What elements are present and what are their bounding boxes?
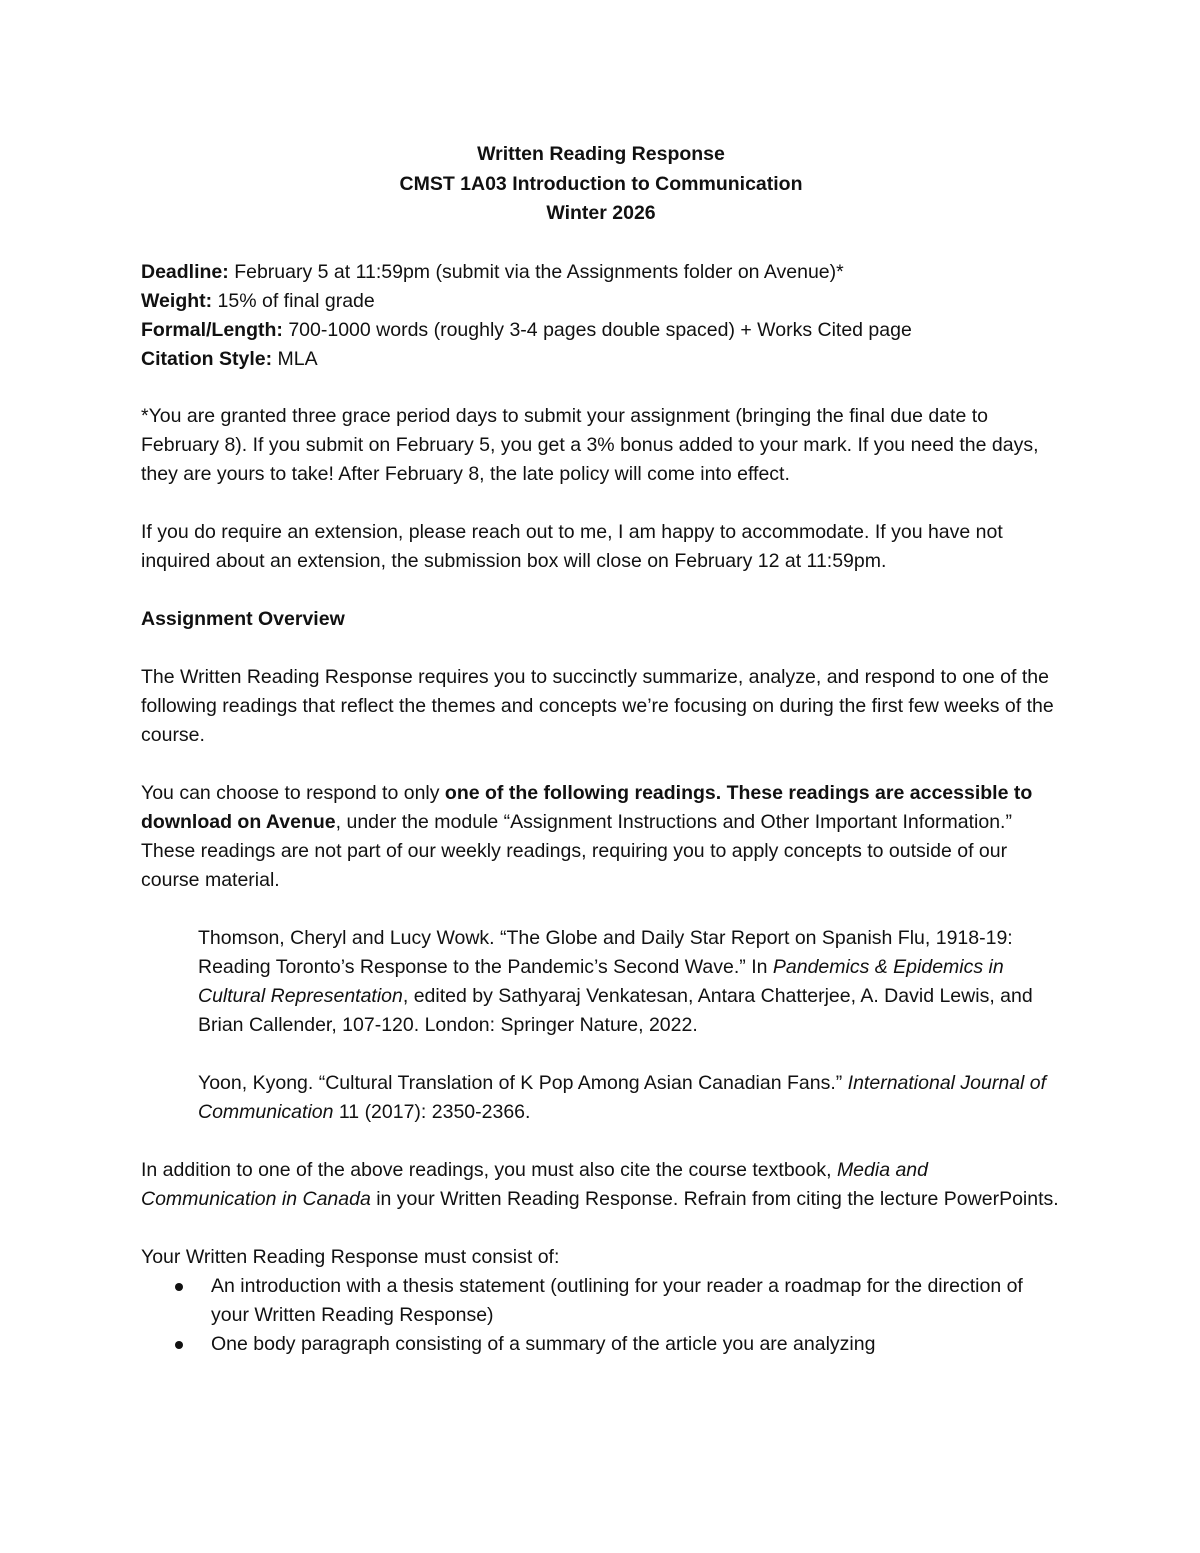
- deadline-value: February 5 at 11:59pm (submit via the Assignments folder on Avenue)*: [228, 260, 844, 283]
- deadline-label: Deadline:: [141, 260, 229, 283]
- weight-line: [141, 287, 1061, 316]
- citation-style-label: Citation Style:: [141, 347, 273, 370]
- reading-choice-end: , under the module “Assignment Instructions and Other Important Information.” These readings are not part of our weekly readings, requiring you to apply concepts to outside of our course material.: [141, 810, 1012, 891]
- citation-journal-title: International Journal of Communication: [198, 1071, 1047, 1123]
- length-line: [141, 316, 1061, 345]
- bullet-icon: [175, 1341, 183, 1349]
- extension-paragraph: If you do require an extension, please reach out to me, I am happy to accommodate. If you have not inquired about an extension, the submission box will close on February 12 at 11:59pm.: [141, 520, 1003, 572]
- citation-book-title: Pandemics & Epidemics in Cultural Representation: [198, 955, 1004, 1007]
- requirements-intro: Your Written Reading Response must consist of:: [141, 1245, 560, 1268]
- list-item-text: An introduction with a thesis statement (outlining for your reader a roadmap for the direction of your Written Reading Response): [211, 1274, 1023, 1326]
- citation-text: 11 (2017): 2350-2366.: [333, 1100, 531, 1123]
- document-title: Written Reading Response: [477, 143, 725, 165]
- reading-choice-start: You can choose to respond to only: [141, 781, 445, 804]
- assignment-document: [141, 140, 1061, 1359]
- citation-text: , edited by Sathyaraj Venkatesan, Antara Chatterjee, A. David Lewis, and Brian Callender, 107-120. London: Springer Nature, 2022.: [198, 984, 1033, 1036]
- length-label: Formal/Length:: [141, 318, 283, 341]
- bullet-icon: [175, 1283, 183, 1291]
- grace-period-paragraph: *You are granted three grace period days to submit your assignment (bringing the final due date to February 8). If you submit on February 5, you get a 3% bonus added to your mark. If you need the days, they are yours to take! After February 8, the late policy will come into effect.: [141, 404, 1039, 485]
- citation-text: Thomson, Cheryl and Lucy Wowk. “The Globe and Daily Star Report on Spanish Flu, 1918-19: Reading Toronto’s Response to the Pandemic’s Second Wave.” In: [198, 926, 1013, 978]
- reading-citation-1: [198, 924, 1061, 1040]
- textbook-title: Media and Communication in Canada: [141, 1158, 929, 1210]
- overview-heading: Assignment Overview: [141, 607, 345, 630]
- course-name: CMST 1A03 Introduction to Communication: [399, 172, 803, 195]
- citation-style-line: [141, 345, 1061, 374]
- weight-value: 15% of final grade: [212, 289, 375, 312]
- deadline-line: [141, 258, 1061, 287]
- length-value: 700-1000 words (roughly 3-4 pages double spaced) + Works Cited page: [282, 318, 912, 341]
- citation-style-value: MLA: [272, 347, 318, 370]
- term-label: Winter 2026: [546, 202, 656, 224]
- textbook-text: In addition to one of the above readings, you must also cite the course textbook,: [141, 1158, 837, 1181]
- citation-text: Yoon, Kyong. “Cultural Translation of K Pop Among Asian Canadian Fans.”: [198, 1071, 848, 1094]
- list-item: [141, 1272, 1061, 1330]
- requirements-list: [141, 1272, 1061, 1359]
- textbook-text: in your Written Reading Response. Refrain from citing the lecture PowerPoints.: [370, 1187, 1059, 1210]
- list-item-text: One body paragraph consisting of a summary of the article you are analyzing: [211, 1332, 876, 1355]
- reading-choice-paragraph: [141, 779, 1061, 895]
- overview-intro-paragraph: The Written Reading Response requires you to succinctly summarize, analyze, and respond to one of the following readings that reflect the themes and concepts we’re focusing on during the first few weeks of the course.: [141, 665, 1054, 746]
- assignment-details: [141, 258, 1061, 374]
- textbook-paragraph: [141, 1156, 1061, 1214]
- document-header: [141, 140, 1061, 229]
- weight-label: Weight:: [141, 289, 213, 312]
- reading-citation-2: [198, 1069, 1061, 1127]
- list-item: [141, 1330, 1061, 1359]
- reading-choice-emphasis: one of the following readings. These readings are accessible to download on Avenue: [141, 781, 1033, 833]
